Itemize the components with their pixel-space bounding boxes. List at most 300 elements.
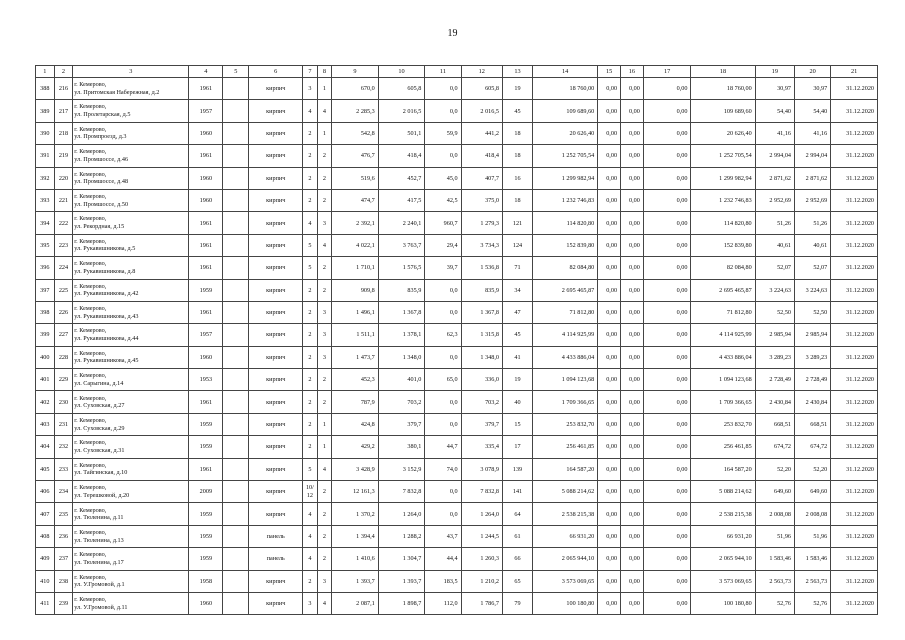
limit-per-m2-cell: 51,26 — [795, 212, 831, 234]
deadline-cell: 31.12.2020 — [831, 189, 878, 211]
cost-col-18-cell: 1 232 746,83 — [691, 189, 755, 211]
local-number-cell: 231 — [54, 413, 73, 435]
year-built-cell: 1959 — [189, 525, 223, 547]
cost-per-m2-cell: 1 583,46 — [755, 548, 794, 570]
local-number-cell: 218 — [54, 122, 73, 144]
cost-col-15-cell: 0,00 — [598, 592, 621, 614]
cost-col-17-cell: 0,00 — [643, 257, 691, 279]
cost-col-17-cell: 0,00 — [643, 436, 691, 458]
residential-area-cell: 335,4 — [461, 436, 502, 458]
address-street: ул. Пролетарская, д.5 — [74, 111, 131, 119]
entrances-cell: 4 — [317, 100, 331, 122]
address-cell — [73, 369, 189, 391]
non-residential-area-cell: 0,0 — [425, 279, 461, 301]
floors-cell: 3 — [303, 78, 317, 100]
wall-material-cell: панель — [249, 525, 303, 547]
year-built-cell: 1959 — [189, 436, 223, 458]
address-street: ул. Суховская, д.31 — [74, 446, 125, 454]
address-cell — [73, 301, 189, 323]
total-area-cell: 1 394,4 — [332, 525, 379, 547]
limit-per-m2-cell: 2 008,08 — [795, 503, 831, 525]
limit-per-m2-cell: 2 952,69 — [795, 189, 831, 211]
row-number-cell: 401 — [36, 369, 55, 391]
total-cost-cell: 152 839,80 — [533, 234, 598, 256]
local-number-cell: 238 — [54, 570, 73, 592]
total-area-cell: 474,7 — [332, 189, 379, 211]
entrances-cell: 3 — [317, 570, 331, 592]
cost-col-16-cell: 0,00 — [621, 369, 644, 391]
entrances-cell: 2 — [317, 503, 331, 525]
residents-cell: 41 — [502, 346, 532, 368]
cost-col-18-cell: 1 709 366,65 — [691, 391, 755, 413]
address-street: ул. Рукавишникова, д.8 — [74, 267, 136, 275]
column-5-cell — [223, 324, 249, 346]
cost-col-16-cell: 0,00 — [621, 78, 644, 100]
living-area-cell: 1 264,0 — [378, 503, 425, 525]
cost-col-15-cell: 0,00 — [598, 78, 621, 100]
local-number-cell: 234 — [54, 481, 73, 503]
year-built-cell: 1961 — [189, 257, 223, 279]
column-5-cell — [223, 346, 249, 368]
cost-col-18-cell: 253 832,70 — [691, 413, 755, 435]
address-street: ул. Промпроезд, д.3 — [74, 133, 127, 141]
entrances-cell: 2 — [317, 525, 331, 547]
deadline-cell: 31.12.2020 — [831, 369, 878, 391]
limit-per-m2-cell: 3 224,63 — [795, 279, 831, 301]
column-5-cell — [223, 413, 249, 435]
total-cost-cell: 66 931,20 — [533, 525, 598, 547]
local-number-cell: 236 — [54, 525, 73, 547]
cost-col-18-cell: 1 252 705,54 — [691, 145, 755, 167]
address-street: ул. Рукавишникова, д.45 — [74, 357, 139, 365]
cost-col-16-cell: 0,00 — [621, 548, 644, 570]
local-number-cell: 233 — [54, 458, 73, 480]
wall-material-cell: кирпич — [249, 234, 303, 256]
row-number-cell: 398 — [36, 301, 55, 323]
column-header-8: 8 — [317, 66, 331, 78]
address-city: г. Кемерово, — [74, 237, 107, 245]
residential-area-cell: 1 786,7 — [461, 592, 502, 614]
address-street: ул. Промшоссе, д.48 — [74, 178, 129, 186]
wall-material-cell: кирпич — [249, 503, 303, 525]
address-city: г. Кемерово, — [74, 528, 107, 536]
cost-col-17-cell: 0,00 — [643, 167, 691, 189]
total-cost-cell: 1 094 123,68 — [533, 369, 598, 391]
year-built-cell: 1961 — [189, 78, 223, 100]
local-number-cell: 235 — [54, 503, 73, 525]
floors-cell: 10/ 12 — [303, 481, 317, 503]
entrances-cell: 2 — [317, 257, 331, 279]
local-number-cell: 226 — [54, 301, 73, 323]
residents-cell: 19 — [502, 369, 532, 391]
cost-per-m2-cell: 2 952,69 — [755, 189, 794, 211]
wall-material-cell: кирпич — [249, 212, 303, 234]
limit-per-m2-cell: 2 985,94 — [795, 324, 831, 346]
cost-col-15-cell: 0,00 — [598, 391, 621, 413]
cost-per-m2-cell: 54,40 — [755, 100, 794, 122]
total-cost-cell: 2 695 465,87 — [533, 279, 598, 301]
cost-col-17-cell: 0,00 — [643, 391, 691, 413]
deadline-cell: 31.12.2020 — [831, 481, 878, 503]
cost-col-16-cell: 0,00 — [621, 189, 644, 211]
residents-cell: 15 — [502, 413, 532, 435]
table-row — [36, 525, 878, 547]
column-header-12: 12 — [461, 66, 502, 78]
deadline-cell: 31.12.2020 — [831, 301, 878, 323]
total-area-cell: 1 473,7 — [332, 346, 379, 368]
address-cell — [73, 189, 189, 211]
table-row — [36, 279, 878, 301]
year-built-cell: 1961 — [189, 301, 223, 323]
cost-per-m2-cell: 52,50 — [755, 301, 794, 323]
address-cell — [73, 391, 189, 413]
row-number-cell: 390 — [36, 122, 55, 144]
cost-col-16-cell: 0,00 — [621, 145, 644, 167]
residential-area-cell: 407,7 — [461, 167, 502, 189]
residential-area-cell: 1 348,0 — [461, 346, 502, 368]
cost-per-m2-cell: 2 563,73 — [755, 570, 794, 592]
deadline-cell: 31.12.2020 — [831, 167, 878, 189]
table-row — [36, 592, 878, 614]
year-built-cell: 1959 — [189, 503, 223, 525]
residential-area-cell: 3 078,9 — [461, 458, 502, 480]
column-5-cell — [223, 548, 249, 570]
cost-col-15-cell: 0,00 — [598, 436, 621, 458]
address-cell — [73, 257, 189, 279]
cost-col-18-cell: 4 433 886,04 — [691, 346, 755, 368]
non-residential-area-cell: 0,0 — [425, 301, 461, 323]
cost-col-17-cell: 0,00 — [643, 458, 691, 480]
non-residential-area-cell: 0,0 — [425, 481, 461, 503]
cost-col-18-cell: 152 839,80 — [691, 234, 755, 256]
residents-cell: 40 — [502, 391, 532, 413]
entrances-cell: 1 — [317, 122, 331, 144]
cost-col-18-cell: 2 538 215,38 — [691, 503, 755, 525]
address-cell — [73, 167, 189, 189]
column-5-cell — [223, 369, 249, 391]
residents-cell: 65 — [502, 570, 532, 592]
non-residential-area-cell: 0,0 — [425, 100, 461, 122]
wall-material-cell: кирпич — [249, 145, 303, 167]
cost-col-17-cell: 0,00 — [643, 548, 691, 570]
total-cost-cell: 109 689,60 — [533, 100, 598, 122]
total-cost-cell: 1 299 982,94 — [533, 167, 598, 189]
deadline-cell: 31.12.2020 — [831, 78, 878, 100]
wall-material-cell: кирпич — [249, 100, 303, 122]
cost-col-15-cell: 0,00 — [598, 167, 621, 189]
cost-col-18-cell: 20 626,40 — [691, 122, 755, 144]
cost-col-17-cell: 0,00 — [643, 503, 691, 525]
column-header-7: 7 — [303, 66, 317, 78]
residential-area-cell: 1 210,2 — [461, 570, 502, 592]
address-cell — [73, 279, 189, 301]
total-cost-cell: 4 114 925,99 — [533, 324, 598, 346]
cost-col-16-cell: 0,00 — [621, 413, 644, 435]
residents-cell: 45 — [502, 324, 532, 346]
cost-col-18-cell: 100 180,80 — [691, 592, 755, 614]
cost-col-15-cell: 0,00 — [598, 548, 621, 570]
total-area-cell: 2 392,1 — [332, 212, 379, 234]
year-built-cell: 1961 — [189, 234, 223, 256]
cost-col-17-cell: 0,00 — [643, 570, 691, 592]
cost-per-m2-cell: 668,51 — [755, 413, 794, 435]
floors-cell: 2 — [303, 391, 317, 413]
column-header-4: 4 — [189, 66, 223, 78]
entrances-cell: 2 — [317, 279, 331, 301]
limit-per-m2-cell: 1 583,46 — [795, 548, 831, 570]
row-number-cell: 388 — [36, 78, 55, 100]
cost-per-m2-cell: 3 224,63 — [755, 279, 794, 301]
residential-area-cell: 605,8 — [461, 78, 502, 100]
cost-col-17-cell: 0,00 — [643, 189, 691, 211]
total-area-cell: 4 022,1 — [332, 234, 379, 256]
residents-cell: 71 — [502, 257, 532, 279]
address-cell — [73, 100, 189, 122]
limit-per-m2-cell: 649,60 — [795, 481, 831, 503]
cost-per-m2-cell: 40,61 — [755, 234, 794, 256]
address-street: ул. Терешковой, д.20 — [74, 491, 130, 499]
local-number-cell: 222 — [54, 212, 73, 234]
address-city: г. Кемерово, — [74, 327, 107, 335]
residential-area-cell: 1 244,5 — [461, 525, 502, 547]
total-cost-cell: 1 252 705,54 — [533, 145, 598, 167]
local-number-cell: 224 — [54, 257, 73, 279]
cost-per-m2-cell: 2 728,49 — [755, 369, 794, 391]
year-built-cell: 1961 — [189, 145, 223, 167]
residents-cell: 124 — [502, 234, 532, 256]
non-residential-area-cell: 183,5 — [425, 570, 461, 592]
cost-per-m2-cell: 649,60 — [755, 481, 794, 503]
row-number-cell: 396 — [36, 257, 55, 279]
limit-per-m2-cell: 41,16 — [795, 122, 831, 144]
non-residential-area-cell: 112,0 — [425, 592, 461, 614]
row-number-cell: 403 — [36, 413, 55, 435]
residents-cell: 34 — [502, 279, 532, 301]
address-street: ул. Суховская, д.29 — [74, 424, 125, 432]
address-street: ул. Рекордная, д.15 — [74, 223, 125, 231]
limit-per-m2-cell: 2 871,62 — [795, 167, 831, 189]
column-header-21: 21 — [831, 66, 878, 78]
residents-cell: 66 — [502, 548, 532, 570]
floors-cell: 2 — [303, 570, 317, 592]
address-cell — [73, 413, 189, 435]
address-cell — [73, 145, 189, 167]
row-number-cell: 407 — [36, 503, 55, 525]
address-street: ул. Промшоссе, д.46 — [74, 155, 129, 163]
living-area-cell: 2 240,1 — [378, 212, 425, 234]
local-number-cell: 225 — [54, 279, 73, 301]
limit-per-m2-cell: 2 728,49 — [795, 369, 831, 391]
wall-material-cell: кирпич — [249, 391, 303, 413]
floors-cell: 2 — [303, 324, 317, 346]
row-number-cell: 391 — [36, 145, 55, 167]
cost-col-16-cell: 0,00 — [621, 279, 644, 301]
total-area-cell: 1 710,1 — [332, 257, 379, 279]
wall-material-cell: кирпич — [249, 458, 303, 480]
non-residential-area-cell: 0,0 — [425, 145, 461, 167]
address-city: г. Кемерово, — [74, 506, 107, 514]
address-cell — [73, 548, 189, 570]
residential-area-cell: 336,0 — [461, 369, 502, 391]
address-city: г. Кемерово, — [74, 148, 107, 156]
address-city: г. Кемерово, — [74, 125, 107, 133]
row-number-cell: 400 — [36, 346, 55, 368]
total-area-cell: 1 393,7 — [332, 570, 379, 592]
entrances-cell: 4 — [317, 592, 331, 614]
entrances-cell: 4 — [317, 234, 331, 256]
wall-material-cell: кирпич — [249, 413, 303, 435]
cost-col-16-cell: 0,00 — [621, 324, 644, 346]
cost-col-15-cell: 0,00 — [598, 234, 621, 256]
cost-col-15-cell: 0,00 — [598, 413, 621, 435]
floors-cell: 4 — [303, 548, 317, 570]
year-built-cell: 1961 — [189, 458, 223, 480]
local-number-cell: 227 — [54, 324, 73, 346]
total-area-cell: 452,3 — [332, 369, 379, 391]
living-area-cell: 1 378,1 — [378, 324, 425, 346]
column-header-6: 6 — [249, 66, 303, 78]
address-cell — [73, 212, 189, 234]
deadline-cell: 31.12.2020 — [831, 503, 878, 525]
cost-per-m2-cell: 2 994,04 — [755, 145, 794, 167]
address-cell — [73, 436, 189, 458]
living-area-cell: 1 288,2 — [378, 525, 425, 547]
total-area-cell: 3 428,9 — [332, 458, 379, 480]
deadline-cell: 31.12.2020 — [831, 122, 878, 144]
column-header-14: 14 — [533, 66, 598, 78]
floors-cell: 5 — [303, 458, 317, 480]
deadline-cell: 31.12.2020 — [831, 391, 878, 413]
non-residential-area-cell: 44,4 — [425, 548, 461, 570]
living-area-cell: 401,0 — [378, 369, 425, 391]
column-header-19: 19 — [755, 66, 794, 78]
floors-cell: 4 — [303, 503, 317, 525]
year-built-cell: 1959 — [189, 279, 223, 301]
cost-col-15-cell: 0,00 — [598, 525, 621, 547]
local-number-cell: 219 — [54, 145, 73, 167]
cost-col-18-cell: 71 812,80 — [691, 301, 755, 323]
local-number-cell: 230 — [54, 391, 73, 413]
wall-material-cell: кирпич — [249, 570, 303, 592]
living-area-cell: 1 348,0 — [378, 346, 425, 368]
table-row — [36, 234, 878, 256]
wall-material-cell: кирпич — [249, 481, 303, 503]
cost-col-15-cell: 0,00 — [598, 503, 621, 525]
cost-per-m2-cell: 52,76 — [755, 592, 794, 614]
floors-cell: 2 — [303, 369, 317, 391]
residents-cell: 18 — [502, 122, 532, 144]
total-area-cell: 424,8 — [332, 413, 379, 435]
residential-area-cell: 1 367,8 — [461, 301, 502, 323]
column-header-16: 16 — [621, 66, 644, 78]
non-residential-area-cell: 0,0 — [425, 413, 461, 435]
year-built-cell: 1960 — [189, 592, 223, 614]
column-5-cell — [223, 279, 249, 301]
non-residential-area-cell: 39,7 — [425, 257, 461, 279]
column-5-cell — [223, 570, 249, 592]
total-cost-cell: 1 709 366,65 — [533, 391, 598, 413]
residential-area-cell: 7 832,8 — [461, 481, 502, 503]
cost-col-15-cell: 0,00 — [598, 324, 621, 346]
cost-col-17-cell: 0,00 — [643, 145, 691, 167]
entrances-cell: 2 — [317, 145, 331, 167]
cost-col-18-cell: 66 931,20 — [691, 525, 755, 547]
floors-cell: 4 — [303, 525, 317, 547]
wall-material-cell: кирпич — [249, 122, 303, 144]
cost-col-16-cell: 0,00 — [621, 212, 644, 234]
total-area-cell: 542,8 — [332, 122, 379, 144]
entrances-cell: 1 — [317, 78, 331, 100]
total-area-cell: 1 511,1 — [332, 324, 379, 346]
local-number-cell: 239 — [54, 592, 73, 614]
row-number-cell: 406 — [36, 481, 55, 503]
table-row — [36, 100, 878, 122]
cost-col-18-cell: 1 299 982,94 — [691, 167, 755, 189]
cost-col-18-cell: 256 461,85 — [691, 436, 755, 458]
wall-material-cell: панель — [249, 548, 303, 570]
address-cell — [73, 592, 189, 614]
table-row — [36, 212, 878, 234]
living-area-cell: 501,1 — [378, 122, 425, 144]
total-cost-cell: 256 461,85 — [533, 436, 598, 458]
address-cell — [73, 525, 189, 547]
table-row — [36, 503, 878, 525]
residential-area-cell: 1 315,8 — [461, 324, 502, 346]
limit-per-m2-cell: 52,76 — [795, 592, 831, 614]
column-header-9: 9 — [332, 66, 379, 78]
total-area-cell: 1 410,6 — [332, 548, 379, 570]
address-cell — [73, 503, 189, 525]
address-city: г. Кемерово, — [74, 394, 107, 402]
row-number-cell: 394 — [36, 212, 55, 234]
non-residential-area-cell: 42,5 — [425, 189, 461, 211]
wall-material-cell: кирпич — [249, 592, 303, 614]
cost-col-17-cell: 0,00 — [643, 279, 691, 301]
residents-cell: 17 — [502, 436, 532, 458]
floors-cell: 2 — [303, 189, 317, 211]
non-residential-area-cell: 44,7 — [425, 436, 461, 458]
cost-col-18-cell: 2 695 465,87 — [691, 279, 755, 301]
cost-per-m2-cell: 52,07 — [755, 257, 794, 279]
wall-material-cell: кирпич — [249, 346, 303, 368]
cost-col-17-cell: 0,00 — [643, 324, 691, 346]
table-body — [36, 78, 878, 615]
local-number-cell: 237 — [54, 548, 73, 570]
address-city: г. Кемерово, — [74, 103, 107, 111]
year-built-cell: 1960 — [189, 122, 223, 144]
cost-per-m2-cell: 51,96 — [755, 525, 794, 547]
cost-col-18-cell: 164 587,20 — [691, 458, 755, 480]
local-number-cell: 232 — [54, 436, 73, 458]
limit-per-m2-cell: 52,20 — [795, 458, 831, 480]
residential-area-cell: 1 264,0 — [461, 503, 502, 525]
cost-col-16-cell: 0,00 — [621, 436, 644, 458]
column-5-cell — [223, 481, 249, 503]
address-city: г. Кемерово, — [74, 484, 107, 492]
entrances-cell: 2 — [317, 548, 331, 570]
address-street: ул. Суховская, д.27 — [74, 402, 125, 410]
address-city: г. Кемерово, — [74, 170, 107, 178]
total-area-cell: 429,2 — [332, 436, 379, 458]
deadline-cell: 31.12.2020 — [831, 212, 878, 234]
non-residential-area-cell: 59,9 — [425, 122, 461, 144]
cost-col-16-cell: 0,00 — [621, 257, 644, 279]
non-residential-area-cell: 0,0 — [425, 391, 461, 413]
living-area-cell: 835,9 — [378, 279, 425, 301]
address-street: ул. Рукавишникова, д.43 — [74, 312, 139, 320]
table-row — [36, 78, 878, 100]
total-area-cell: 476,7 — [332, 145, 379, 167]
